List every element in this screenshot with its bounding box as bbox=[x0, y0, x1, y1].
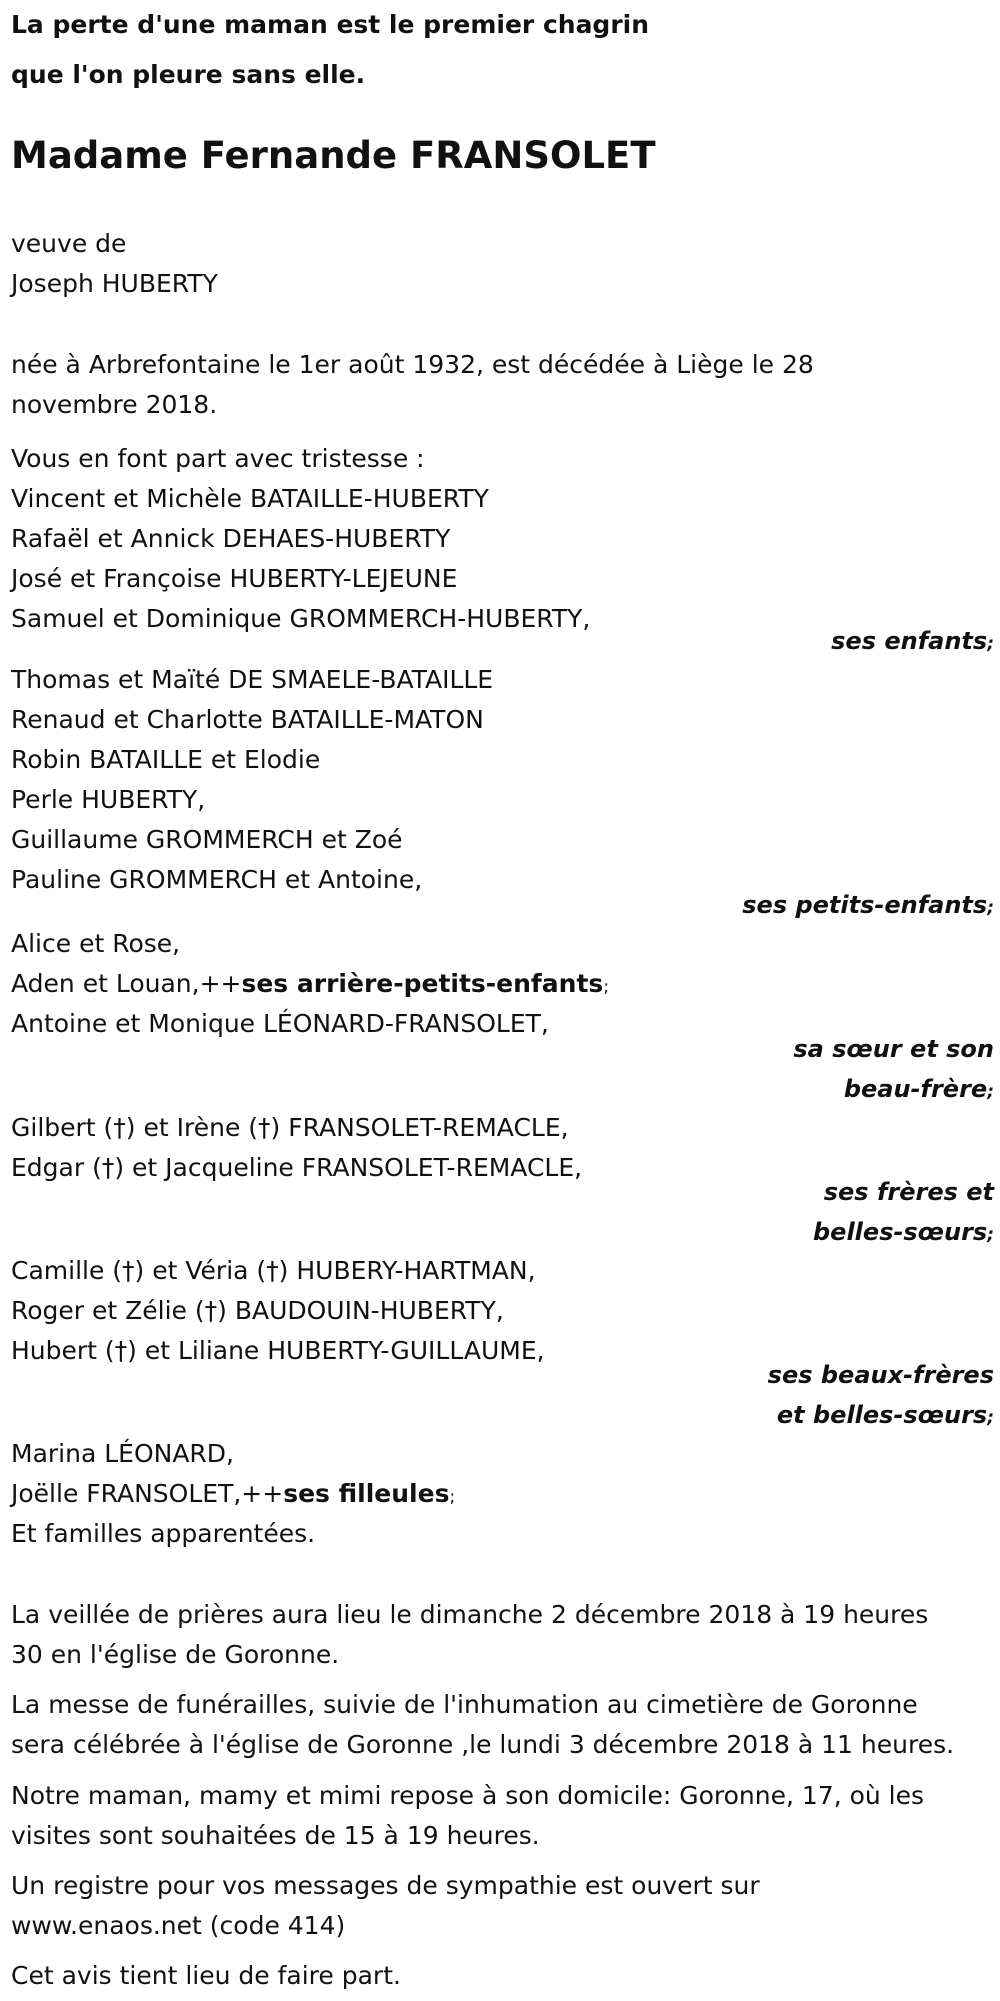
role-label: ses enfants bbox=[831, 627, 988, 655]
family-line: Robin BATAILLE et Elodie bbox=[11, 745, 321, 774]
family-line: Thomas et Maïté DE SMAELE-BATAILLE bbox=[11, 665, 494, 694]
role-separator: ; bbox=[987, 1408, 994, 1428]
family-line: Camille (†) et Véria (†) HUBERY-HARTMAN, bbox=[11, 1256, 536, 1285]
spouse-name: Joseph HUBERTY bbox=[11, 269, 218, 298]
family-line: Guillaume GROMMERCH et Zoé bbox=[11, 825, 403, 854]
closing-text: Cet avis tient lieu de faire part. bbox=[11, 1961, 401, 1990]
family-line-with-role bbox=[11, 1477, 455, 1514]
role-ses-arriere-petits-enfants: ses arrière-petits-enfants bbox=[241, 969, 604, 998]
family-names: Joëlle FRANSOLET,++ bbox=[11, 1479, 284, 1508]
family-line: Marina LÉONARD, bbox=[11, 1439, 234, 1468]
role-ses-enfants bbox=[831, 624, 994, 661]
role-ses-freres-line-1: ses frères et bbox=[823, 1178, 994, 1206]
role-label: belles-sœurs bbox=[813, 1218, 988, 1246]
role-separator: ; bbox=[987, 1082, 994, 1102]
role-ses-filleules: ses filleules bbox=[283, 1479, 450, 1508]
birth-death-line-2: novembre 2018. bbox=[11, 390, 218, 419]
role-separator: ; bbox=[987, 898, 994, 918]
family-line-with-role bbox=[11, 967, 609, 1004]
family-line: José et Françoise HUBERTY-LEJEUNE bbox=[11, 564, 458, 593]
family-line: Roger et Zélie (†) BAUDOUIN-HUBERTY, bbox=[11, 1296, 504, 1325]
visite-line-2: visites sont souhaitées de 15 à 19 heures. bbox=[11, 1821, 540, 1850]
role-ses-beaux-freres-line-1: ses beaux-frères bbox=[767, 1361, 994, 1389]
role-ses-beaux-freres-line-2 bbox=[777, 1398, 994, 1435]
family-line: Edgar (†) et Jacqueline FRANSOLET-REMACLE, bbox=[11, 1153, 583, 1182]
family-line: Vincent et Michèle BATAILLE-HUBERTY bbox=[11, 484, 489, 513]
family-line: Hubert (†) et Liliane HUBERTY-GUILLAUME, bbox=[11, 1336, 545, 1365]
family-line: Perle HUBERTY, bbox=[11, 785, 206, 814]
role-ses-freres-line-2 bbox=[813, 1215, 994, 1252]
role-separator: ; bbox=[987, 634, 994, 654]
registre-line-2: www.enaos.net (code 414) bbox=[11, 1911, 346, 1940]
role-sa-soeur-line-2 bbox=[844, 1072, 994, 1109]
deceased-name: Madame Fernande FRANSOLET bbox=[11, 134, 656, 177]
veillee-line-2: 30 en l'église de Goronne. bbox=[11, 1640, 340, 1669]
registre-line-1: Un registre pour vos messages de sympathie est ouvert sur bbox=[11, 1871, 760, 1900]
family-line: Alice et Rose, bbox=[11, 929, 181, 958]
role-ses-petits-enfants bbox=[742, 888, 994, 925]
quote-line-2: que l'on pleure sans elle. bbox=[11, 60, 366, 89]
quote-line-1: La perte d'une maman est le premier chagrin bbox=[11, 10, 650, 39]
family-line: Gilbert (†) et Irène (†) FRANSOLET-REMACLE, bbox=[11, 1113, 569, 1142]
role-separator: ; bbox=[603, 977, 610, 997]
family-names: Aden et Louan,++ bbox=[11, 969, 242, 998]
role-label: et belles-sœurs bbox=[776, 1401, 988, 1429]
family-line: Samuel et Dominique GROMMERCH-HUBERTY, bbox=[11, 604, 591, 633]
birth-death-line-1: née à Arbrefontaine le 1er août 1932, est décédée à Liège le 28 bbox=[11, 350, 814, 379]
messe-line-1: La messe de funérailles, suivie de l'inhumation au cimetière de Goronne bbox=[11, 1690, 918, 1719]
role-label: ses petits-enfants bbox=[742, 891, 988, 919]
family-line: Renaud et Charlotte BATAILLE-MATON bbox=[11, 705, 484, 734]
visite-line-1: Notre maman, mamy et mimi repose à son domicile: Goronne, 17, où les bbox=[11, 1781, 925, 1810]
role-sa-soeur-line-1: sa sœur et son bbox=[793, 1035, 994, 1063]
role-separator: ; bbox=[449, 1487, 456, 1507]
messe-line-2: sera célébrée à l'église de Goronne ,le lundi 3 décembre 2018 à 11 heures. bbox=[11, 1730, 955, 1759]
family-line: Et familles apparentées. bbox=[11, 1519, 316, 1548]
role-label: beau-frère bbox=[843, 1075, 988, 1103]
family-line: Pauline GROMMERCH et Antoine, bbox=[11, 865, 423, 894]
veillee-line-1: La veillée de prières aura lieu le dimanche 2 décembre 2018 à 19 heures bbox=[11, 1600, 929, 1629]
family-line: Rafaël et Annick DEHAES-HUBERTY bbox=[11, 524, 451, 553]
family-line: Antoine et Monique LÉONARD-FRANSOLET, bbox=[11, 1009, 549, 1038]
widow-of-label: veuve de bbox=[11, 229, 127, 258]
role-separator: ; bbox=[987, 1225, 994, 1245]
intro-text: Vous en font part avec tristesse : bbox=[11, 444, 425, 473]
